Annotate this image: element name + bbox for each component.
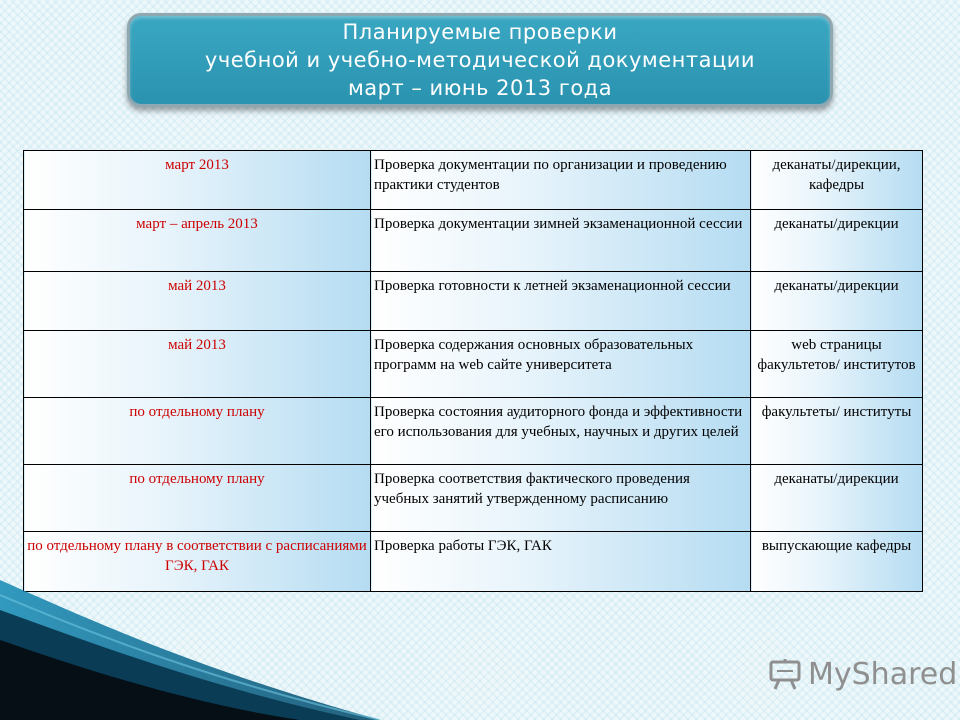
table-row: [24, 151, 923, 210]
period-cell: по отдельному плану: [24, 398, 371, 465]
myshared-logo: [768, 652, 957, 696]
responsible-cell: деканаты/дирекции, кафедры: [751, 151, 923, 210]
presentation-board-icon: [768, 657, 802, 691]
table-row: [24, 331, 923, 398]
title-line-1: Планируемые проверки: [342, 20, 618, 44]
responsible-cell: деканаты/дирекции: [751, 210, 923, 272]
responsible-cell: факультеты/ институты: [751, 398, 923, 465]
inspection-schedule-table: [23, 150, 923, 592]
period-cell: май 2013: [24, 272, 371, 331]
responsible-cell: деканаты/дирекции: [751, 465, 923, 532]
table-row: [24, 398, 923, 465]
responsible-cell: выпускающие кафедры: [751, 532, 923, 592]
responsible-cell: web страницы факультетов/ институтов: [751, 331, 923, 398]
slide-title: [127, 13, 833, 107]
corner-swoosh-decoration: [0, 580, 380, 720]
title-line-2: учебной и учебно-методической документации: [204, 48, 756, 72]
task-cell: Проверка документации зимней экзаменационной сессии: [371, 210, 751, 272]
table-row: [24, 210, 923, 272]
task-cell: Проверка содержания основных образовательных программ на web сайте университета: [371, 331, 751, 398]
period-cell: май 2013: [24, 331, 371, 398]
task-cell: Проверка документации по организации и проведению практики студентов: [371, 151, 751, 210]
period-cell: март 2013: [24, 151, 371, 210]
task-cell: Проверка готовности к летней экзаменационной сессии: [371, 272, 751, 331]
task-cell: Проверка работы ГЭК, ГАК: [371, 532, 751, 592]
logo-text: MyShared: [808, 656, 958, 692]
table-row: [24, 465, 923, 532]
task-cell: Проверка соответствия фактического проведения учебных занятий утвержденному расписанию: [371, 465, 751, 532]
period-cell: по отдельному плану в соответствии с расписаниями ГЭК, ГАК: [24, 532, 371, 592]
period-cell: по отдельному плану: [24, 465, 371, 532]
table-row: [24, 272, 923, 331]
responsible-cell: деканаты/дирекции: [751, 272, 923, 331]
title-line-3: март – июнь 2013 года: [347, 76, 613, 100]
task-cell: Проверка состояния аудиторного фонда и эффективности его использования для учебных, научных и других целей: [371, 398, 751, 465]
period-cell: март – апрель 2013: [24, 210, 371, 272]
